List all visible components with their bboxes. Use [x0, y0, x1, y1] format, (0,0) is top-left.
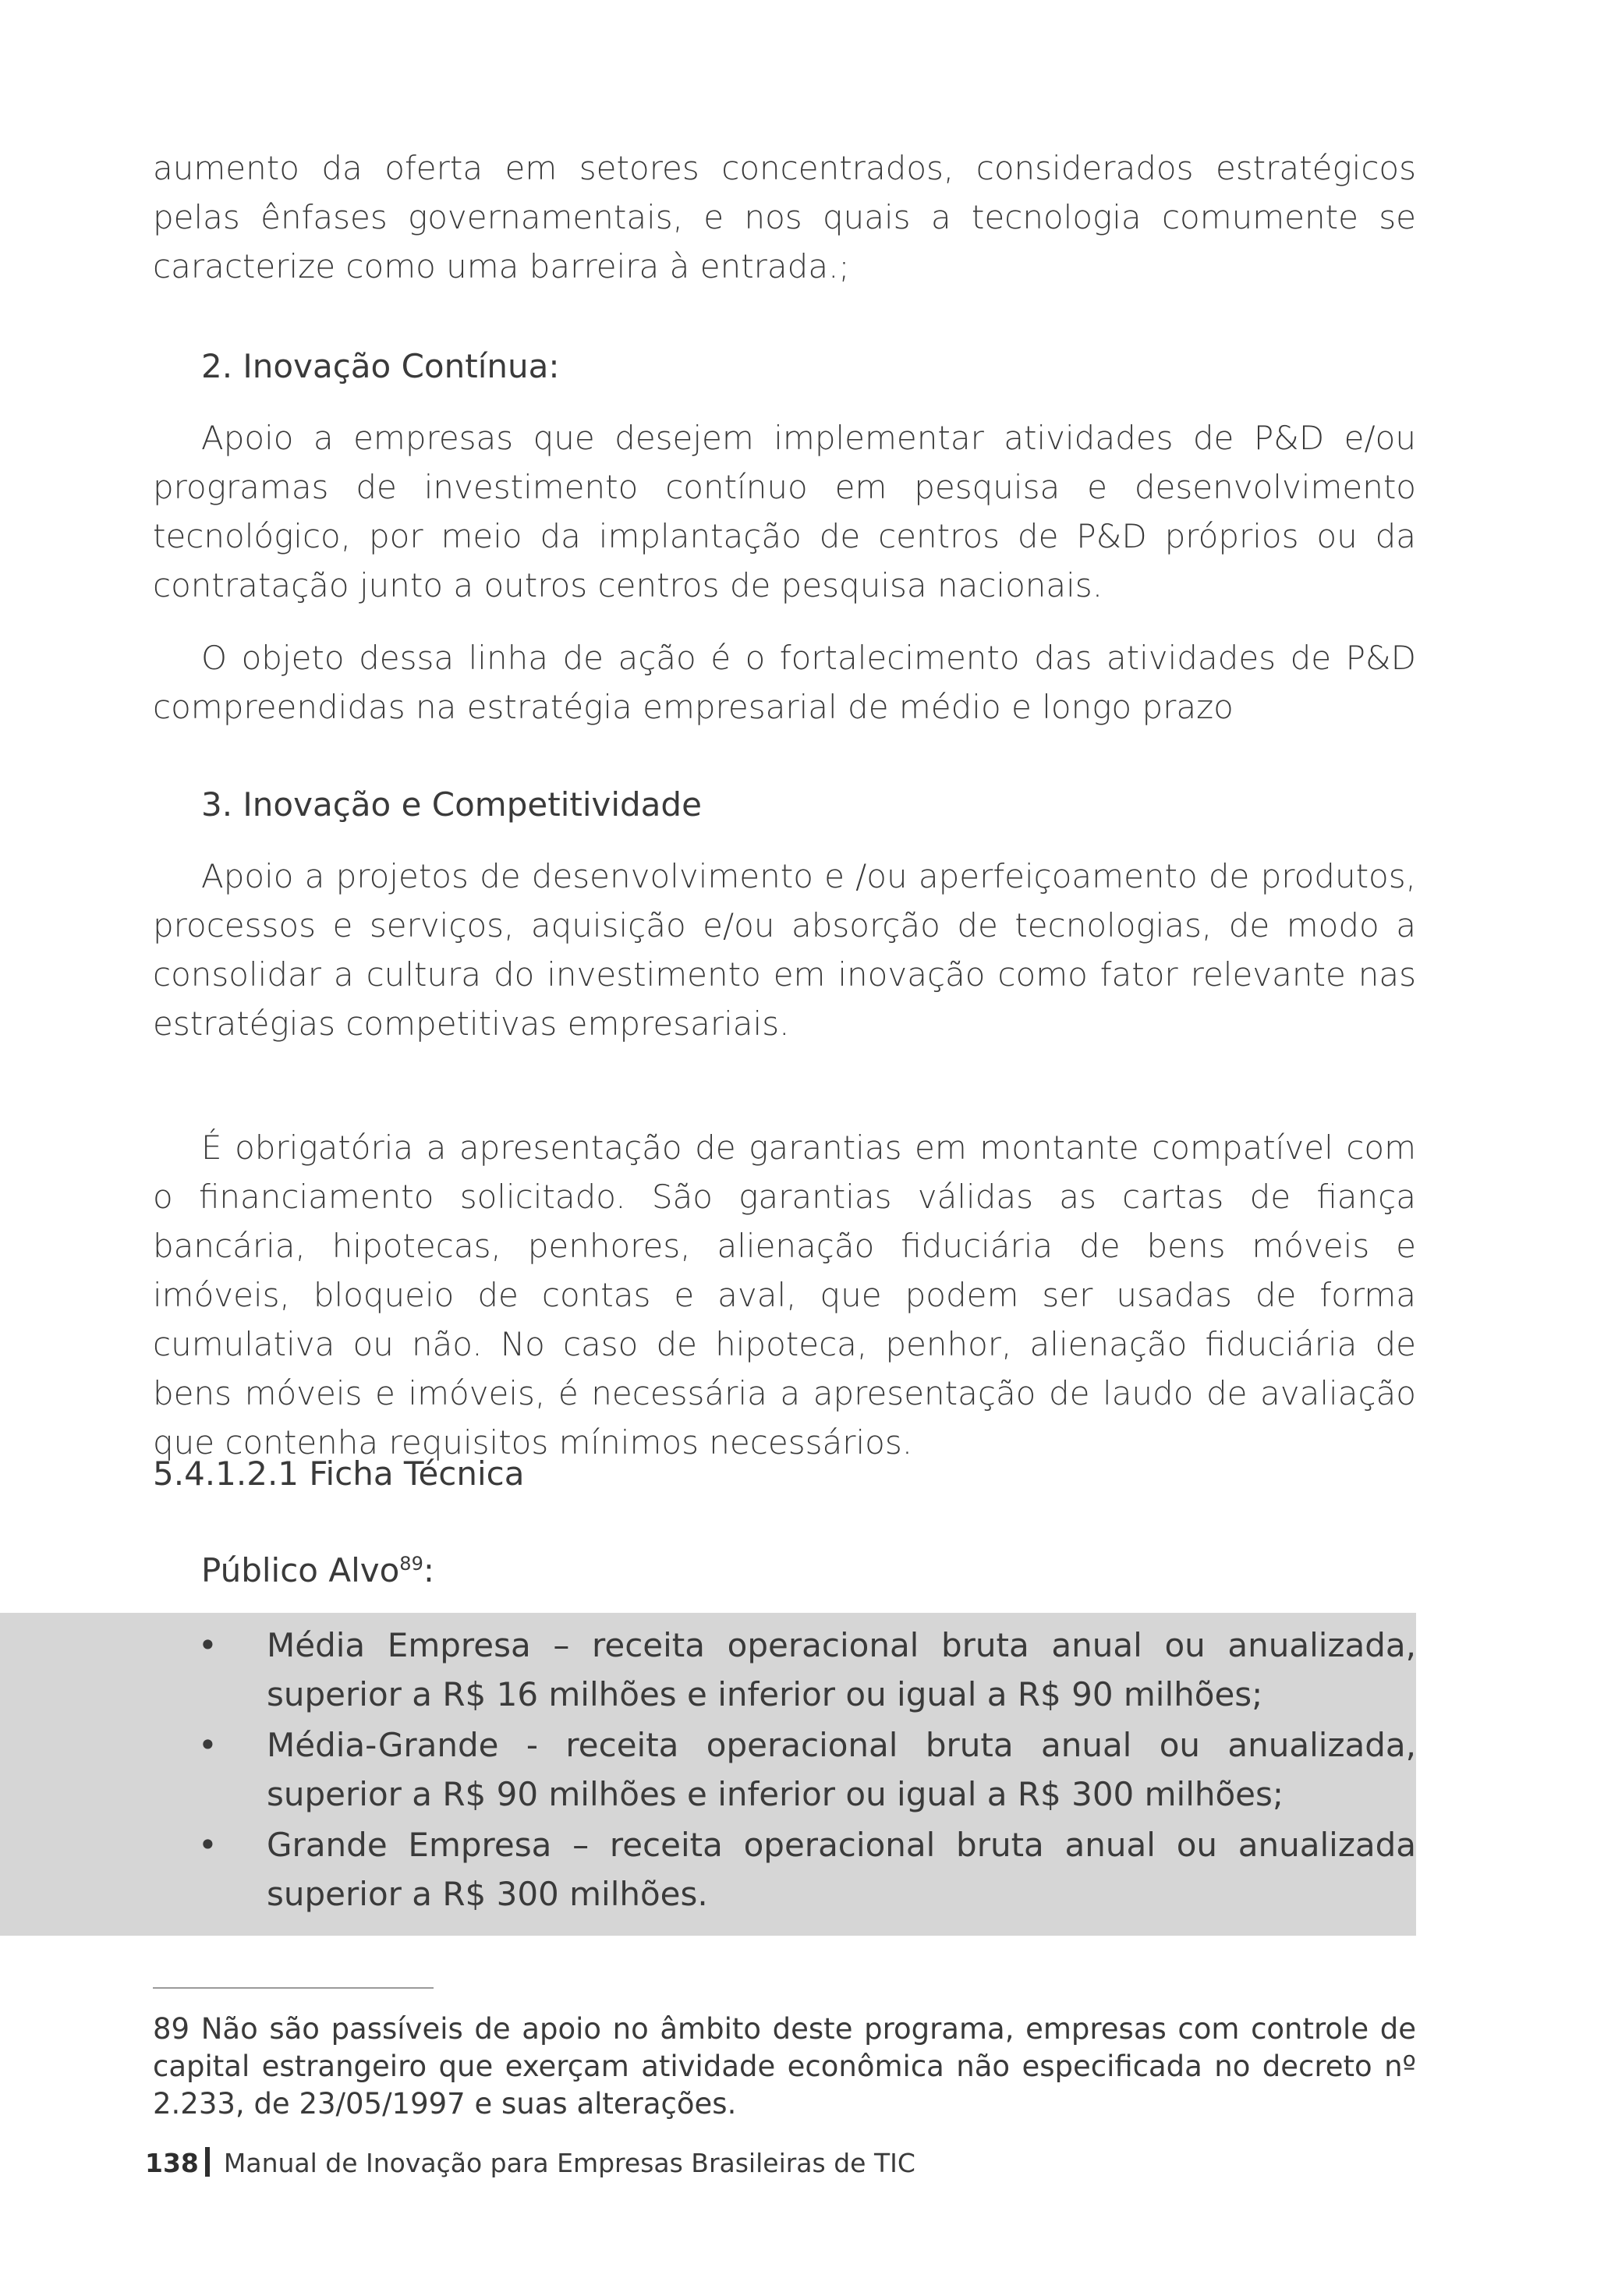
- section-title: 5.4.1.2.1 Ficha Técnica: [153, 1454, 525, 1493]
- page-number: 138: [145, 2148, 199, 2178]
- item-3-heading: 3. Inovação e Competitividade: [201, 785, 702, 824]
- paragraph-intro: aumento da oferta em setores concentrados, considerados estratégicos pelas ênfases governamentais, e nos quais a tecnologia comumente se caracterize como uma barreira à entrada.;: [153, 149, 1416, 285]
- bullet-icon: •: [198, 1626, 218, 1664]
- footnote-divider: [153, 1987, 434, 1989]
- footnote-text: 89 Não são passíveis de apoio no âmbito deste programa, empresas com controle de capital estrangeiro que exerçam atividade econômica não especificada no decreto nº 2.233, de 23/05/1997 e suas alterações.: [153, 2012, 1416, 2121]
- list-item-text: Média Empresa – receita operacional bruta anual ou anualizada, superior a R$ 16 milhões e inferior ou igual a R$ 90 milhões;: [267, 1626, 1416, 1713]
- target-audience-label: [201, 1546, 434, 1595]
- bullet-icon: •: [198, 1726, 218, 1764]
- bullet-icon: •: [198, 1826, 218, 1864]
- page-footer: [145, 2146, 915, 2181]
- item-2-paragraph-2: O objeto dessa linha de ação é o fortalecimento das atividades de P&D compreendidas na estratégia empresarial de médio e longo prazo: [153, 639, 1416, 726]
- footer-title: Manual de Inovação para Empresas Brasileiras de TIC: [223, 2148, 915, 2178]
- list-item-text: Média-Grande - receita operacional bruta anual ou anualizada, superior a R$ 90 milhões e inferior ou igual a R$ 300 milhões;: [267, 1726, 1416, 1813]
- item-2-paragraph-1: Apoio a empresas que desejem implementar atividades de P&D e/ou programas de investimento contínuo em pesquisa e desenvolvimento tecnológico, por meio da implantação de centros de P&D próprios ou da contratação junto a outros centros de pesquisa nacionais.: [153, 419, 1416, 604]
- target-audience-colon: :: [423, 1551, 434, 1589]
- guarantees-paragraph: É obrigatória a apresentação de garantias em montante compatível com o financiamento solicitado. São garantias válidas as cartas de fiança bancária, hipotecas, penhores, alienação fiduciária de bens móveis e imóveis, bloqueio de contas e aval, que podem ser usadas de forma cumulativa ou não. No caso de hipoteca, penhor, alienação fiduciária de bens móveis e imóveis, é necessária a apresentação de laudo de avaliação que contenha requisitos mínimos necessários.: [153, 1129, 1416, 1462]
- item-3-paragraph: Apoio a projetos de desenvolvimento e /ou aperfeiçoamento de produtos, processos e serviços, aquisição e/ou absorção de tecnologias, de modo a consolidar a cultura do investimento em inovação como fator relevante nas estratégias competitivas empresariais.: [153, 857, 1416, 1043]
- list-item-text: Grande Empresa – receita operacional bruta anual ou anualizada superior a R$ 300 milhões.: [267, 1826, 1416, 1913]
- item-2-heading: 2. Inovação Contínua:: [201, 347, 560, 385]
- footnote-reference: 89: [399, 1553, 423, 1575]
- footer-separator: [205, 2147, 210, 2177]
- target-audience-text: Público Alvo: [201, 1551, 400, 1589]
